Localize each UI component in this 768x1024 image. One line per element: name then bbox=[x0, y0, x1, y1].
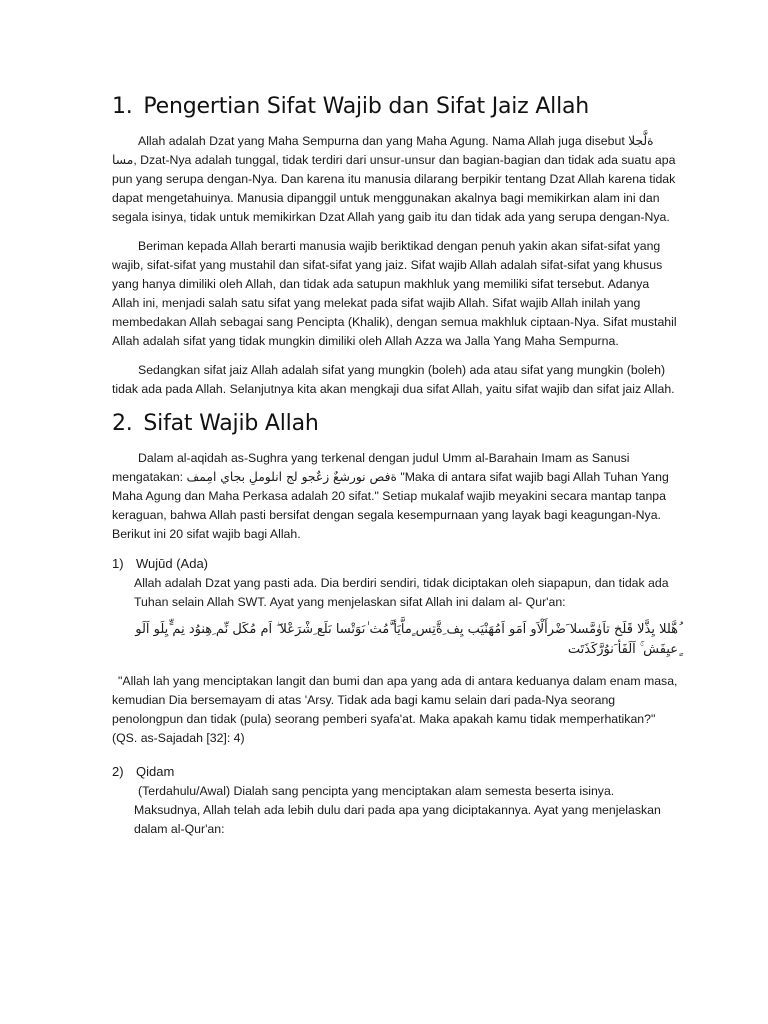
list-item-heading bbox=[112, 554, 678, 574]
list-item-qidam bbox=[112, 762, 678, 839]
section-1-paragraph-1 bbox=[112, 132, 678, 227]
section-1-p1-text-post: , Dzat-Nya adalah tunggal, tidak terdiri dari unsur-unsur dan bagian-bagian dan tidak ada suatu apa pun yang serupa dengan-Nya. Dan karena itu manusia dilarang berpikir tentang Dzat Allah karena tidak dapat mengetahuinya. Manusia dipanggil untuk menggunakan akalnya bagi memikirkan alam ini dan segala isinya, tidak untuk memikirkan Dzat Allah yang gaib itu dan tidak ada yang serupa dengan-Nya. bbox=[112, 153, 676, 224]
arabic-verse: ُهَّللا يِذَّلا قَلَخ تاَوٰمَّسلا َضْرأَلْاَو اَمَو اَمُهَنْيَب يِف ِةَّتِس ٍماَّيَأ َّمُث ٰىَوَتْسا ىَلَع ِشْرَعْلا ۖ اَم مُكَل نِّم ِهِنوُد نِم ٍّيِلَو اَلَو ٍعيِفَش ۚ اَلَفَأ َنوُرَّكَذَتَت bbox=[135, 622, 678, 657]
list-item-number: 2) bbox=[112, 764, 124, 779]
section-1-number: 1. bbox=[112, 94, 133, 119]
list-item-body: Allah adalah Dzat yang pasti ada. Dia berdiri sendiri, tidak diciptakan oleh siapapun, dan tidak ada Tuhan selain Allah SWT. Ayat yang menjelaskan sifat Allah ini dalam al- Qur'an: bbox=[134, 576, 669, 609]
list-item-heading bbox=[112, 762, 678, 782]
list-item-body: (Terdahulu/Awal) Dialah sang pencipta yang menciptakan alam semesta beserta isinya. Maksudnya, Allah telah ada lebih dulu dari pada apa yang diciptakannya. Ayat yang menjelaskan dalam al-Qur'an: bbox=[134, 784, 661, 836]
section-2-paragraph-1 bbox=[112, 449, 678, 544]
section-2-title: Sifat Wajib Allah bbox=[143, 411, 319, 436]
list-item-title: Qidam bbox=[136, 764, 175, 779]
section-1-heading bbox=[112, 92, 678, 122]
section-2-number: 2. bbox=[112, 411, 133, 436]
list-item-title: Wujūd (Ada) bbox=[136, 556, 209, 571]
section-1-p1-arabic: ةلَّجلا مسا bbox=[112, 134, 654, 167]
list-item-wujud bbox=[112, 554, 678, 660]
section-2-p1-text-pre: Dalam al-aqidah as-Sughra yang terkenal dengan judul Umm al-Barahain Imam as Sanusi mengatakan: bbox=[112, 451, 630, 484]
section-2-p1-arabic: ةفص نورشعٌ زعٌجو لج انلوملِ بجاي امِمف bbox=[186, 470, 397, 484]
section-1-paragraph-3: Sedangkan sifat jaiz Allah adalah sifat yang mungkin (boleh) ada atau sifat yang mungkin (boleh) tidak ada pada Allah. Selanjutnya kita akan mengkaji dua sifat Allah, yaitu sifat wajib dan sifat jaiz Allah. bbox=[112, 363, 675, 396]
document-page bbox=[112, 92, 678, 847]
section-1-paragraph-2: Beriman kepada Allah berarti manusia wajib beriktikad dengan penuh yakin akan sifat-sifat yang wajib, sifat-sifat yang mustahil dan sifat-sifat yang jaiz. Sifat wajib Allah adalah sifat-sifat yang khusus yang hanya dimiliki oleh Allah, dan tidak ada satupun makhluk yang memiliki sifat tersebut. Adanya Allah ini, menjadi salah satu sifat yang melekat pada sifat wajib Allah. Sifat wajib Allah inilah yang membedakan Allah sebagai sang Pencipta (Khalik), dengan semua makhluk ciptaan-Nya. Sifat mustahil Allah adalah sifat yang tidak mungkin dimiliki oleh Allah Azza wa Jalla Yang Maha Sempurna. bbox=[112, 239, 677, 348]
section-2-p1-text-post: "Maka di antara sifat wajib bagi Allah Tuhan Yang Maha Agung dan Maha Perkasa adalah 20 sifat." Setiap mukalaf wajib meyakini secara mantap tanpa keraguan, bahwa Allah pasti bersifat dengan segala kesempurnaan yang layak bagi keagungan-Nya. Berikut ini 20 sifat wajib bagi Allah. bbox=[112, 470, 669, 541]
section-2-heading bbox=[112, 409, 678, 439]
section-1-p1-text-pre: Allah adalah Dzat yang Maha Sempurna dan yang Maha Agung. Nama Allah juga disebut bbox=[138, 134, 629, 148]
section-1-title: Pengertian Sifat Wajib dan Sifat Jaiz Allah bbox=[143, 94, 590, 119]
list-item-number: 1) bbox=[112, 556, 124, 571]
verse-translation: "Allah lah yang menciptakan langit dan bumi dan apa yang ada di antara keduanya dalam enam masa, kemudian Dia bersemayam di atas 'Arsy. Tidak ada bagi kamu selain dari pada-Nya seorang penolongpun dan tidak (pula) seorang pemberi syafa'at. Maka apakah kamu tidak memperhatikan?" (QS. as-Sajadah [32]: 4) bbox=[112, 674, 678, 745]
